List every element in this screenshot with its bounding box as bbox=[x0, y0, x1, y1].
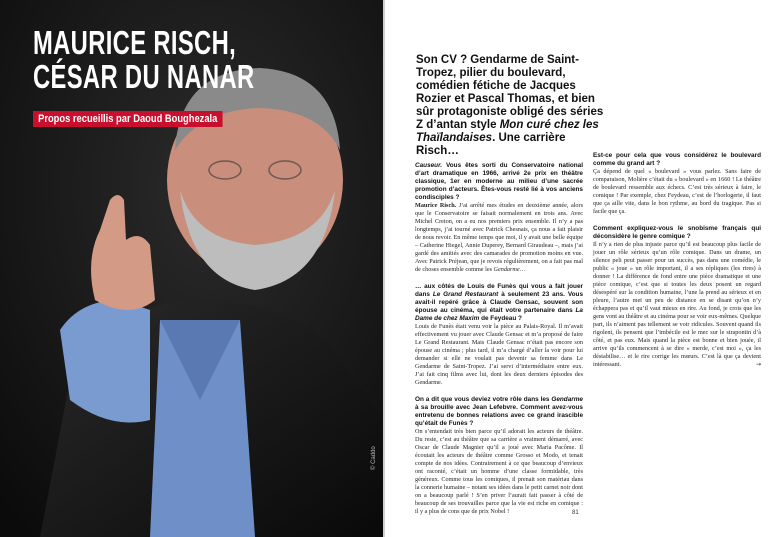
qa-block bbox=[415, 162, 583, 274]
qa-block bbox=[415, 283, 583, 387]
qa-block bbox=[415, 396, 583, 516]
continue-arrow-icon: → bbox=[755, 361, 761, 368]
photo-credit: © Caddo bbox=[371, 446, 377, 470]
q2-title-2: La Dame de chez Maxim bbox=[415, 307, 583, 322]
headline bbox=[33, 26, 255, 94]
answer-1-end: … bbox=[519, 266, 526, 273]
question-2 bbox=[415, 283, 583, 322]
byline: Propos recueillis par Daoud Boughezala bbox=[33, 111, 222, 127]
column-right bbox=[593, 152, 761, 378]
question-3 bbox=[415, 396, 583, 427]
q2-b: à seulement 23 ans. Vous avait-il repéré grâce à Claude Gensac, souvent son épouse au cinéma, qui était votre partenaire dans bbox=[415, 291, 583, 314]
answer-1: J’ai arrêté mes études en deuxième année, alors que le Conservatoire se faisait normalement en trois ans. Avec Michel Creton, on a eu nos premiers prix ensemble. Il n’y a pas longtemps, j’ai tourné avec Patrick Chesnais, ça nous a fait plaisir de nous revoir. En même temps que moi, il y avait une belle équipe – Catherine Hiegel, Annie Duperey, Bernard Giraudeau –, mais j’ai gardé des amitiés avec des camarades de promotion moins en vue. Avec Patrick Préjean, que je revois régulièrement, on a fait pas mal de choses ensemble comme les bbox=[415, 202, 583, 273]
qa-block bbox=[593, 152, 761, 216]
answer-2: Louis de Funès était venu voir la pièce au Palais-Royal. Il m’avait effectivement vu jouer avec Claude Gensac et m’a proposé de faire Le Grand Restaurant. Mais Claude Gensac n’était pas encore son épouse au cinéma ; plus tard, il m’a chargé d’aller la voir pour lui demander si elle ne voulait pas devenir sa femme dans Le Gendarme de Saint-Tropez. J’ai servi d’intermédiaire entre eux. J’ai fait cinq films avec lui, dont les deux derniers épisodes des Gendarme. bbox=[415, 323, 583, 386]
q3-a: On a dit que vous deviez votre rôle dans les bbox=[415, 396, 552, 403]
q3-title: Gendarme bbox=[551, 396, 583, 403]
question-1-text: Vous êtes sorti du Conservatoire national d’art dramatique en 1966, arrivé 2e prix en théâtre classique, 1er en moderne au milieu d’une sacrée promotion d’acteurs. Êtes-vous resté lié à vos anciens condisciples ? bbox=[415, 162, 583, 201]
answer-4: Ça dépend de quel « boulevard » vous parlez. Sans faire de comparaison, Molière c’était du « boulevard » en 1660 ! Le théâtre de boulevard ressemble aux échecs. C’est très sérieux à faire, le comique ! Par exemple, chez Feydeau, c’est de l’horlogerie, il faut que ça aille vite, dans le bon rythme, au bord du tragique. Pas si facile que ça. bbox=[593, 168, 761, 215]
headline-line-1: MAURICE RISCH, bbox=[33, 24, 237, 61]
answer-3: On s’entendait très bien parce qu’il adorait les acteurs de théâtre. Du reste, c’est au théâtre que sa carrière a vraiment démarré, avec Oscar de Claude Magnier qu’il a joué avec Maria Pacôme. Il écoutait les acteurs de théâtre comme Grosso et Modo, et tenait compte de nos idées. Contrairement à ce que beaucoup d’envieux ont raconté, c’était un homme d’une classe formidable, très généreux. Comme tous les comiques, il prenait son matériau dans la connerie humaine – notant ses idées dans le petit carnet noir dont on a beaucoup parlé ! S’en priver l’aurait fait passer à côté de beaucoup de ses trouvailles parce que la vie est riche en comique : il y a plus de cons que de prix Nobel ! bbox=[415, 428, 583, 515]
answer-1-italic: Gendarme bbox=[493, 266, 520, 273]
standfirst-text: Son CV ? Gendarme de Saint-Tropez, pilier du boulevard, comédien fétiche de Jacques Rozier et Pascal Thomas, et bien sûr protagoniste obligé des séries Z d’antan style bbox=[416, 54, 604, 131]
q2-c: de Feydeau ? bbox=[479, 315, 522, 322]
question-4: Est-ce pour cela que vous considérez le boulevard comme du grand art ? bbox=[593, 152, 761, 167]
speaker-label: Maurice Risch. bbox=[415, 202, 457, 209]
qa-block bbox=[593, 225, 761, 369]
standfirst bbox=[416, 54, 606, 158]
q2-a: … aux côtés de Louis de Funès qui vous a fait jouer dans bbox=[415, 283, 583, 298]
question-1 bbox=[415, 162, 583, 201]
headline-line-2: CÉSAR DU NANAR bbox=[33, 58, 255, 95]
interviewer-label: Causeur. bbox=[415, 162, 442, 169]
standfirst-title: Mon curé chez les Thaïlandaises bbox=[416, 119, 599, 144]
article-page bbox=[385, 0, 768, 537]
standfirst-end: . Une carrière Risch… bbox=[416, 132, 566, 157]
answer-5: Il n’y a rien de plus injuste parce qu’il est beaucoup plus facile de jouer un rôle sérieux qu’un rôle comique. Dans un drame, un silence peli peut passer pour un succès, pas dans une comédie, le public « joue » un rôle important, il a ses répliques (les rires) à donner ! La différence de fond entre une pièce dramatique et une pièce comique, c’est que si toutes les deux posent un regard désespéré sur la condition humaine, l’une la prend au sérieux et en pleure, l’autre met un peu de distance en se disant qu’on n’y échappera pas et qu’il vaut mieux en rire. Au fond, je crois que les gens vont au théâtre et au cinéma pour se voir eux-mêmes. Quelque part, ils n’aiment pas tellement se voir ridicules. Souvent quand ils rigolent, ils pensent que l’imbécile est le mec sur le strapontin d’à côté, et pas eux. Mais quand la pièce est bonne et bien jouée, il arrive qu’ils commencent à se dire « merde, c’est moi », ça les déstabilise… et le rire corrige les mœurs. C’est là que ça devient intéressant. bbox=[593, 241, 761, 368]
page-number: 81 bbox=[572, 510, 579, 516]
question-5: Comment expliquez-vous le snobisme français qui déconsidère le genre comique ? bbox=[593, 225, 761, 240]
column-left bbox=[415, 162, 583, 525]
q3-b: à sa brouille avec Jean Lefebvre. Comment avez-vous entretenu de bonnes relations avec ce grand irascible qu’était de Funès ? bbox=[415, 404, 583, 427]
q2-title-1: Le Grand Restaurant bbox=[432, 291, 499, 298]
